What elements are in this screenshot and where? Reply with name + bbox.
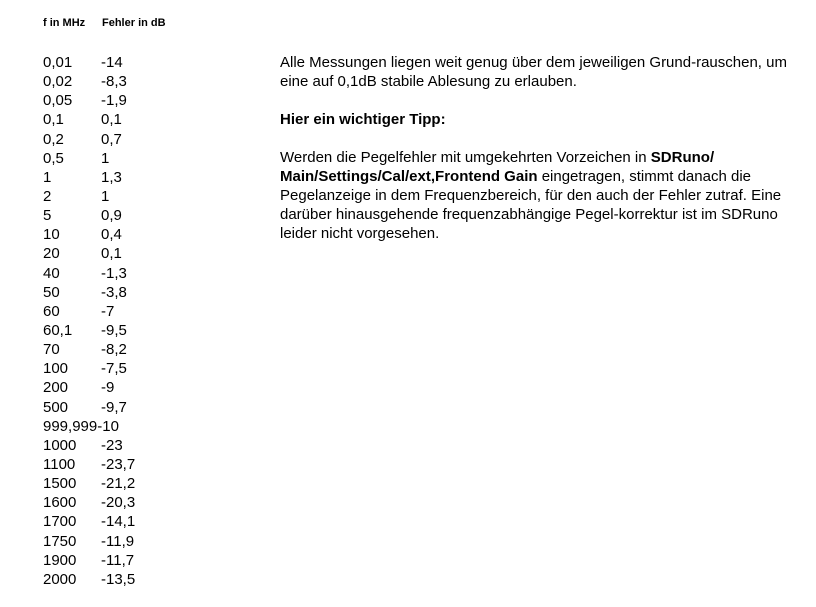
frequency-cell: 1100 [43, 455, 76, 473]
table-row [43, 244, 135, 263]
table-row [43, 91, 135, 110]
frequency-cell: 2000 [43, 570, 77, 588]
table-row [43, 187, 135, 206]
table-row [43, 110, 135, 129]
error-cell: -8,3 [101, 73, 127, 91]
table-row [43, 168, 135, 187]
frequency-cell: 0,5 [43, 149, 64, 167]
error-cell: 0,7 [101, 130, 122, 148]
frequency-cell: 5 [43, 207, 52, 225]
error-cell: -9,5 [101, 321, 127, 339]
frequency-cell: 200 [43, 379, 69, 397]
error-column-header: Fehler in dB [102, 17, 166, 29]
error-cell: 0,9 [101, 207, 122, 225]
table-row [43, 532, 135, 551]
frequency-cell: 2 [43, 187, 52, 205]
table-row [43, 378, 135, 397]
tip-heading: Hier ein wichtiger Tipp: [280, 111, 446, 128]
frequency-cell: 20 [43, 245, 60, 263]
error-cell: 1 [101, 149, 110, 167]
settings-path: SDRuno/ Main/Settings/Cal/ext,Frontend Gain [280, 149, 715, 185]
table-row [43, 340, 135, 359]
table-row [43, 206, 135, 225]
error-cell: 1,3 [101, 168, 122, 186]
error-cell: -23 [101, 436, 123, 454]
table-row [43, 551, 135, 570]
frequency-cell: 50 [43, 283, 60, 301]
frequency-error-table [43, 53, 135, 589]
notes-section [280, 53, 790, 243]
table-row [43, 321, 135, 340]
table-row [43, 283, 135, 302]
frequency-cell: 0,02 [43, 73, 73, 91]
error-cell: -7,5 [101, 360, 127, 378]
frequency-cell: 60,1 [43, 321, 73, 339]
error-cell: -20,3 [101, 494, 136, 512]
frequency-cell: 0,2 [43, 130, 64, 148]
tip-text-end: eingetragen, stimmt danach die Pegelanzeige in dem Frequenzbereich, für den auch der Fehler zutraf. Eine darüber hinausgehende frequenzabhängige Pegel-korrektur ist im SDRuno leider nicht vorgesehen. [280, 168, 782, 242]
table-row [43, 130, 135, 149]
error-cell: -14,1 [101, 513, 136, 531]
table-header [43, 17, 166, 29]
frequency-cell: 1750 [43, 532, 77, 550]
table-row [43, 512, 135, 531]
frequency-cell: 60 [43, 302, 60, 320]
frequency-cell: 1900 [43, 551, 77, 569]
tip-text-start: Werden die Pegelfehler mit umgekehrten Vorzeichen in [280, 149, 651, 166]
table-row [43, 398, 135, 417]
error-cell: -9 [101, 379, 115, 397]
error-cell: -1,9 [101, 92, 127, 110]
frequency-cell: 100 [43, 360, 69, 378]
table-row [43, 436, 135, 455]
tip-paragraph [280, 148, 790, 243]
table-row [43, 455, 135, 474]
error-cell: -9,7 [101, 398, 127, 416]
error-cell: -10 [97, 417, 119, 435]
error-cell: -8,2 [101, 341, 127, 359]
error-cell: 1 [101, 187, 110, 205]
table-row [43, 72, 135, 91]
frequency-cell: 1700 [43, 513, 77, 531]
table-row [43, 417, 135, 436]
table-row [43, 474, 135, 493]
error-cell: -11,7 [101, 551, 135, 569]
error-cell: 0,1 [101, 245, 122, 263]
frequency-cell: 40 [43, 264, 60, 282]
table-row [43, 225, 135, 244]
error-cell: -3,8 [101, 283, 127, 301]
error-cell: 0,1 [101, 111, 122, 129]
error-cell: -14 [101, 54, 123, 71]
error-cell: -21,2 [101, 475, 136, 493]
frequency-cell: 0,05 [43, 92, 73, 110]
frequency-cell: 1 [43, 168, 52, 186]
table-row [43, 359, 135, 378]
frequency-column-header: f in MHz [43, 17, 86, 29]
table-row [43, 53, 135, 72]
frequency-cell: 999,999 [43, 417, 98, 435]
table-row [43, 493, 135, 512]
measurement-note: Alle Messungen liegen weit genug über dem jeweiligen Grund-rauschen, um eine auf 0,1dB stabile Ablesung zu erlauben. [280, 54, 787, 90]
frequency-cell: 0,1 [43, 111, 64, 129]
frequency-cell: 1500 [43, 475, 77, 493]
table-row [43, 302, 135, 321]
frequency-cell: 500 [43, 398, 69, 416]
error-cell: -11,9 [101, 532, 135, 550]
frequency-cell: 0,01 [43, 54, 73, 71]
frequency-cell: 70 [43, 341, 60, 359]
error-cell: 0,4 [101, 226, 122, 244]
table-row [43, 570, 135, 589]
frequency-cell: 1600 [43, 494, 77, 512]
table-row [43, 149, 135, 168]
error-cell: -1,3 [101, 264, 127, 282]
error-cell: -7 [101, 302, 115, 320]
frequency-cell: 1000 [43, 436, 77, 454]
error-cell: -23,7 [101, 455, 136, 473]
table-row [43, 264, 135, 283]
frequency-cell: 10 [43, 226, 60, 244]
error-cell: -13,5 [101, 570, 136, 588]
